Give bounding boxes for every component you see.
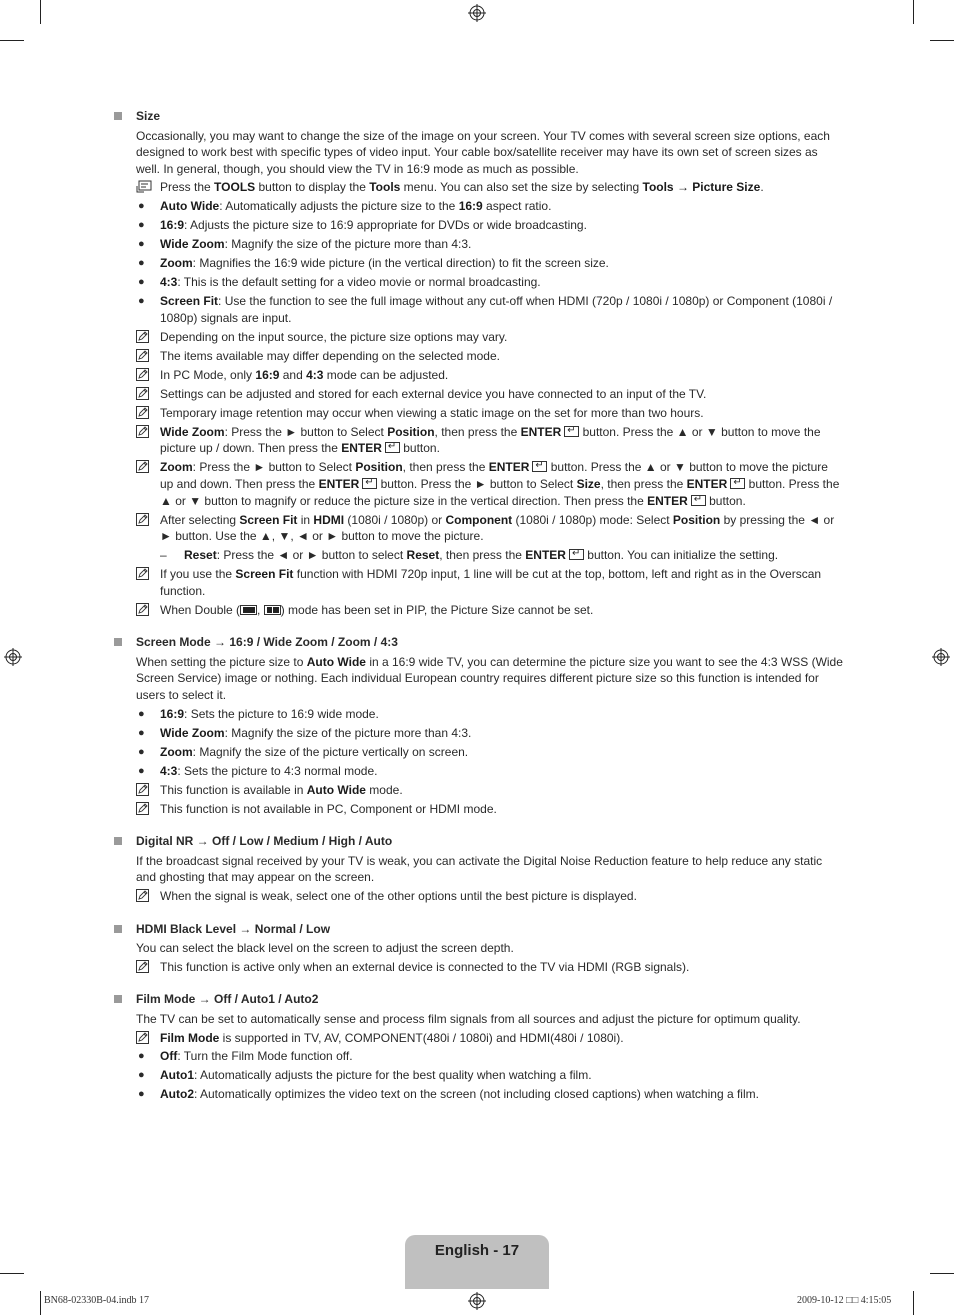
- enter-icon: [362, 478, 377, 489]
- list-item: ● 16:9: Sets the picture to 16:9 wide mode.: [138, 706, 379, 721]
- crop-mark: [930, 40, 954, 41]
- enter-icon: [385, 442, 400, 453]
- bullet-icon: ●: [138, 1088, 145, 1101]
- square-bullet-icon: [114, 112, 122, 120]
- note-item: Film Mode is supported in TV, AV, COMPONENT(480i / 1080i) and HDMI(480i / 1080i).: [136, 1030, 844, 1047]
- crop-mark: [0, 40, 24, 41]
- list-item: ● 4:3: This is the default setting for a video movie or normal broadcasting.: [138, 275, 541, 290]
- bullet-icon: ●: [138, 745, 145, 758]
- section-paragraph: If the broadcast signal received by your TV is weak, you can activate the Digital Noise Reduction feature to help reduce any static and ghosting that may appear on the screen.: [136, 853, 823, 885]
- bullet-icon: ●: [138, 726, 145, 739]
- file-slug: BN68-02330B-04.indb 17: [44, 1295, 149, 1306]
- list-item: ● Auto Wide: Automatically adjusts the picture size to the 16:9 aspect ratio.: [138, 199, 552, 214]
- bullet-icon: ●: [138, 764, 145, 777]
- print-timestamp: 2009-10-12 □□ 4:15:05: [797, 1295, 892, 1306]
- section-heading: Digital NR → Off / Low / Medium / High / Auto: [136, 833, 844, 850]
- square-bullet-icon: [114, 995, 122, 1003]
- note-item: This function is not available in PC, Component or HDMI mode.: [136, 801, 844, 818]
- registration-mark-icon: [4, 648, 22, 666]
- note-icon: [136, 1030, 154, 1044]
- note-icon: [136, 329, 154, 343]
- section-heading: HDMI Black Level → Normal / Low: [136, 921, 844, 938]
- list-item: ● Screen Fit: Use the function to see the full image without any cut-off when HDMI (720p / 1080i / 1080p) or Component (1080i / 1080p) signals are input.: [138, 294, 833, 325]
- section-paragraph: When setting the picture size to Auto Wide in a 16:9 wide TV, you can determine the picture size you want to see the 4:3 WSS (Wide Screen Service) image or nothing. Each individual European country requires different picture size so this function is intended for users to select it.: [136, 654, 843, 703]
- section-heading: Size: [136, 108, 844, 125]
- note-item: The items available may differ depending on the selected mode.: [136, 348, 844, 365]
- list-item: ● 4:3: Sets the picture to 4:3 normal mode.: [138, 763, 378, 778]
- pip-double-icon: [264, 605, 281, 615]
- section-digital-nr: [114, 833, 844, 904]
- note-item: After selecting Screen Fit in HDMI (1080i / 1080p) or Component (1080i / 1080p) mode: Select Position by pressing the ◄ or ► button. Use the ▲, ▼, ◄ or ► button to move the picture.: [136, 512, 844, 545]
- tools-note: Press the TOOLS button to display the Tools menu. You can also set the size by selecting Tools → Picture Size.: [136, 179, 844, 196]
- reset-subitem: – Reset: Press the ◄ or ► button to select Reset, then press the ENTER↵ button. You can initialize the setting.: [136, 547, 844, 564]
- section-size: [114, 108, 844, 618]
- section-film-mode: [114, 991, 844, 1103]
- bullet-icon: ●: [138, 707, 145, 720]
- note-icon: [136, 405, 154, 419]
- list-item: ● Wide Zoom: Magnify the size of the picture more than 4:3.: [138, 725, 472, 740]
- note-icon: [136, 348, 154, 362]
- note-icon: [136, 459, 154, 473]
- section-paragraph: The TV can be set to automatically sense and process film signals from all sources and adjust the picture for optimum quality.: [136, 1011, 801, 1026]
- square-bullet-icon: [114, 837, 122, 845]
- crop-mark: [930, 1273, 954, 1274]
- note-item: Temporary image retention may occur when viewing a static image on the set for more than two hours.: [136, 405, 844, 422]
- list-item: ● Off: Turn the Film Mode function off.: [138, 1049, 353, 1064]
- crop-mark: [40, 0, 41, 24]
- crop-mark: [913, 0, 914, 24]
- note-item: This function is available in Auto Wide mode.: [136, 782, 844, 799]
- list-item: ● Zoom: Magnifies the 16:9 wide picture (in the vertical direction) to fit the screen size.: [138, 256, 609, 271]
- pip-double-icon: [240, 605, 257, 615]
- note-item: Depending on the input source, the picture size options may vary.: [136, 329, 844, 346]
- note-item: When the signal is weak, select one of the other options until the best picture is displayed.: [136, 888, 844, 905]
- bullet-icon: ●: [138, 219, 145, 232]
- enter-icon: [691, 495, 706, 506]
- note-icon: [136, 512, 154, 526]
- list-item: ● 16:9: Adjusts the picture size to 16:9 appropriate for DVDs or wide broadcasting.: [138, 218, 587, 233]
- note-icon: [136, 386, 154, 400]
- bullet-icon: ●: [138, 257, 145, 270]
- note-icon: [136, 801, 154, 815]
- crop-mark: [913, 1291, 914, 1315]
- tools-icon: [136, 179, 154, 193]
- note-item: Wide Zoom: Press the ► button to Select Position, then press the ENTER↵ button. Press the ▲ or ▼ button to move the picture up / down. Then press the ENTER↵ button.: [136, 424, 844, 457]
- section-heading: Screen Mode → 16:9 / Wide Zoom / Zoom / 4:3: [136, 634, 844, 651]
- manual-content: [114, 108, 844, 1112]
- crop-mark: [0, 1273, 24, 1274]
- enter-icon: [564, 426, 579, 437]
- section-paragraph: Occasionally, you may want to change the size of the image on your screen. Your TV comes with several screen size options, each designed to work best with specific types of video input. Your cable box/satellite receiver may have its own set of screen sizes as well. In general, though, you should view the TV in 16:9 mode as much as possible.: [136, 128, 830, 176]
- section-heading: Film Mode → Off / Auto1 / Auto2: [136, 991, 844, 1008]
- list-item: ● Wide Zoom: Magnify the size of the picture more than 4:3.: [138, 237, 472, 252]
- section-hdmi-black-level: [114, 921, 844, 976]
- list-item: ● Zoom: Magnify the size of the picture vertically on screen.: [138, 744, 469, 759]
- bullet-icon: ●: [138, 1050, 145, 1063]
- bullet-icon: ●: [138, 200, 145, 213]
- note-icon: [136, 566, 154, 580]
- note-item: Settings can be adjusted and stored for each external device you have connected to an input of the TV.: [136, 386, 844, 403]
- note-item: When Double ( , ) mode has been set in PIP, the Picture Size cannot be set.: [136, 602, 844, 619]
- square-bullet-icon: [114, 925, 122, 933]
- crop-mark: [40, 1291, 41, 1315]
- note-item: Zoom: Press the ► button to Select Position, then press the ENTER↵ button. Press the ▲ or ▼ button to move the picture up and down. Then press the ENTER↵ button. Press the ► button to Select Size, then press the ENTER↵ button. Press the ▲ or ▼ button to magnify or reduce the picture size in the vertical direction. Then press the ENTER↵ button.: [136, 459, 844, 509]
- note-icon: [136, 602, 154, 616]
- note-icon: [136, 367, 154, 381]
- section-screen-mode: [114, 634, 844, 817]
- bullet-icon: ●: [138, 295, 145, 308]
- note-icon: [136, 424, 154, 438]
- note-item: In PC Mode, only 16:9 and 4:3 mode can be adjusted.: [136, 367, 844, 384]
- list-item: ● Auto2: Automatically optimizes the video text on the screen (not including closed captions) when watching a film.: [138, 1087, 759, 1102]
- square-bullet-icon: [114, 638, 122, 646]
- enter-icon: [532, 461, 547, 472]
- enter-icon: [730, 478, 745, 489]
- bullet-icon: ●: [138, 238, 145, 251]
- list-item: ● Auto1: Automatically adjusts the picture for the best quality when watching a film.: [138, 1068, 592, 1083]
- note-icon: [136, 782, 154, 796]
- bullet-icon: ●: [138, 1069, 145, 1082]
- dash-marker: –: [160, 548, 167, 563]
- enter-icon: [569, 549, 584, 560]
- page-number: English - 17: [434, 1242, 520, 1259]
- note-icon: [136, 888, 154, 902]
- note-item: This function is active only when an external device is connected to the TV via HDMI (RGB signals).: [136, 959, 844, 976]
- section-paragraph: You can select the black level on the screen to adjust the screen depth.: [136, 941, 514, 956]
- registration-mark-icon: [468, 1292, 486, 1310]
- note-icon: [136, 959, 154, 973]
- registration-mark-icon: [932, 648, 950, 666]
- note-item: If you use the Screen Fit function with HDMI 720p input, 1 line will be cut at the top, bottom, left and right as in the Overscan function.: [136, 566, 844, 599]
- registration-mark-icon: [468, 4, 486, 22]
- bullet-icon: ●: [138, 276, 145, 289]
